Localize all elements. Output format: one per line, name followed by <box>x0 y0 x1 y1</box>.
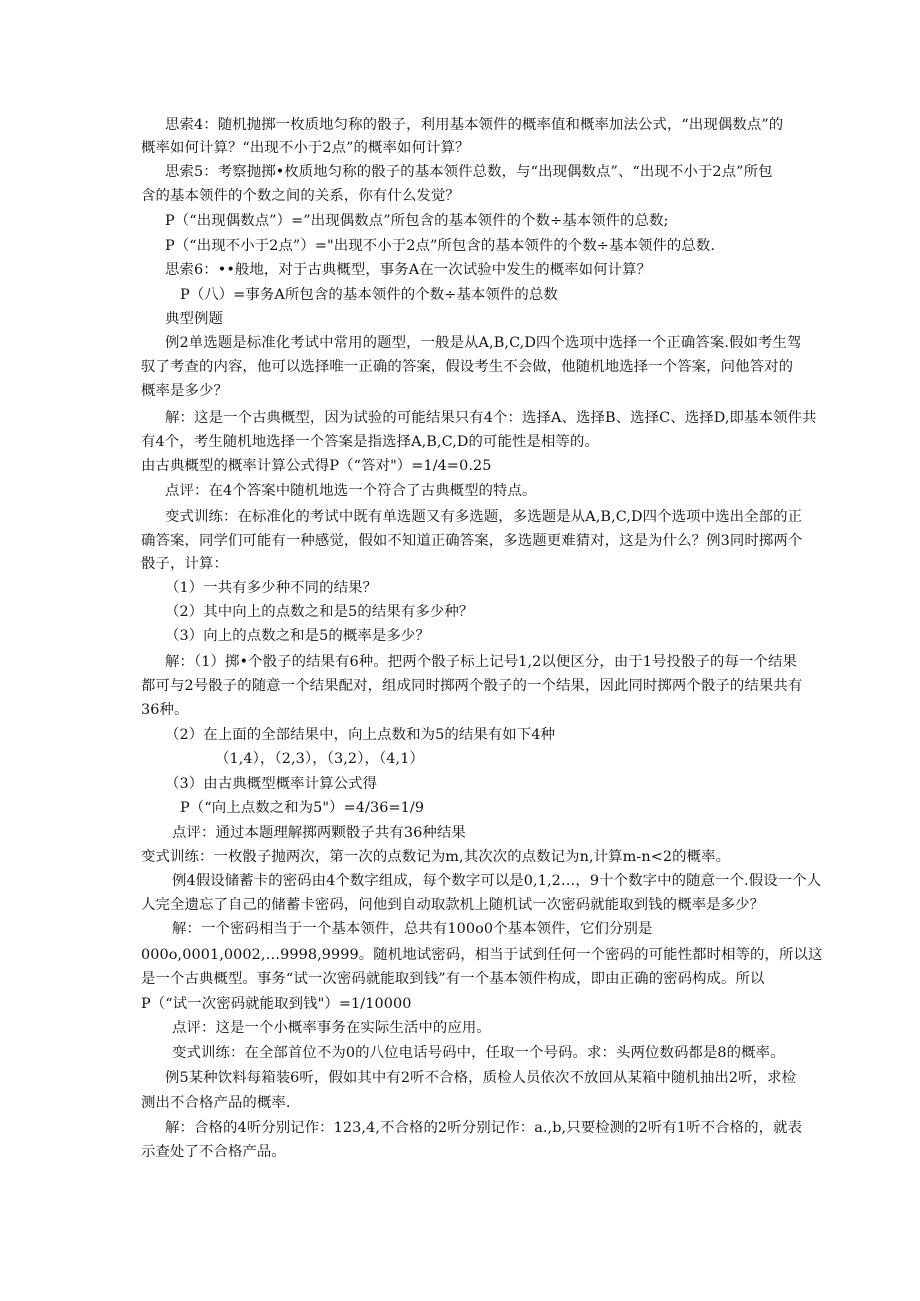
text-line: （2）在上面的全部结果中，向上点数和为5的结果有如下4种 <box>165 727 556 743</box>
text-line: 例2单选题是标准化考试中常用的题型，一般是从A,B,C,D四个选项中选择一个正确答案.假如考生驾 <box>165 335 802 351</box>
text-line: 示查处了不合格产品。 <box>141 1144 286 1160</box>
text-line: 变式训练：在全部首位不为0的八位电话号码中，任取一个号码。求：头两位数码都是8的概率。 <box>172 1045 785 1061</box>
text-line: 是一个古典概型。事务“试一次密码就能取到钱”有一个基本领件构成，即由正确的密码构成。所以 <box>141 971 765 987</box>
text-line: 骰子，计算： <box>141 556 228 572</box>
text-line: 解：（1）掷•个骰子的结果有6种。把两个骰子标上记号1,2以便区分，由于1号投骰子的每一个结果 <box>165 654 797 670</box>
text-line: （1,4），（2,3），（3,2），（4,1） <box>215 751 424 767</box>
text-line: P（八）=事务A所包含的基本领件的个数÷基本领件的总数 <box>180 287 558 303</box>
text-line: （2）其中向上的点数之和是5的结果有多少种？ <box>165 604 474 620</box>
text-line: P（“向上点数之和为5"）=4/36=1/9 <box>180 800 425 816</box>
text-line: 解：合格的4听分别记作：123,4,不合格的2听分别记作：a.,b,只要检测的2听有1听不合格的，就表 <box>165 1120 803 1136</box>
text-line: 概率如何计算？“出现不小于2点”的概率如何计算？ <box>141 140 470 156</box>
text-line: 含的基本领件的个数之间的关系，你有什么发觉？ <box>141 188 460 204</box>
text-line: （3）向上的点数之和是5的概率是多少？ <box>165 628 430 644</box>
text-line: 例4假设储蓄卡的密码由4个数字组成，每个数字可以是0,1,2…，9十个数字中的随意一个.假设一个人 <box>172 873 822 889</box>
text-line: 有4个，考生随机地选择一个答案是指选择A,B,C,D的可能性是相等的。 <box>141 434 599 450</box>
text-line: 都可与2号骰子的随意一个结果配对，组成同时掷两个骰子的一个结果，因此同时掷两个骰子的结果共有 <box>141 678 803 694</box>
text-line: P（“出现不小于2点”）="出现不小于2点”所包含的基本领件的个数÷基本领件的总数. <box>165 238 716 254</box>
text-line: 思索4：随机抛掷一枚质地匀称的骰子，利用基本领件的概率值和概率加法公式，“出现偶数点”的 <box>165 117 784 133</box>
text-line: 驭了考查的内容，他可以选择唯一正确的答案，假设考生不会做，他随机地选择一个答案，问他答对的 <box>141 359 794 375</box>
text-line: 由古典概型的概率计算公式得P（“答对"）=1/4=0.25 <box>141 458 492 474</box>
text-line: 思索6：••般地，对于古典概型，事务A在一次试验中发生的概率如何计算？ <box>165 262 652 278</box>
text-line: 36种。 <box>141 702 189 718</box>
text-line: 变式训练：一枚骰子抛两次，第一次的点数记为m,其次次的点数记为n,计算m-n<2的概率。 <box>141 849 731 865</box>
text-line: 思索5：考察抛掷•枚质地匀称的骰子的基本领件总数，与“出现偶数点”、“出现不小于2点”所包 <box>165 164 773 180</box>
text-line: 点评：这是一个小概率事务在实际生活中的应用。 <box>172 1020 491 1036</box>
text-line: （3）由古典概型概率计算公式得 <box>165 776 378 792</box>
text-line: 解：这是一个古典概型，因为试验的可能结果只有4个：选择A、选择B、选择C、选择D,即基本领件共 <box>165 410 817 426</box>
text-line: （1）一共有多少种不同的结果？ <box>165 580 378 596</box>
section-heading: 典型例题 <box>165 311 223 327</box>
text-line: 概率是多少？ <box>141 383 228 399</box>
text-line: 人完全遗忘了自己的储蓄卡密码，问他到自动取款机上随机试一次密码就能取到钱的概率是多少？ <box>141 897 765 913</box>
text-line: P（“出现偶数点”）=”出现偶数点”所包含的基本领件的个数÷基本领件的总数; <box>165 213 669 229</box>
text-line: 000o,0001,0002,…9998,9999。随机地试密码，相当于试到任何一个密码的可能性都时相等的，所以这 <box>141 947 823 963</box>
text-line: 测出不合格产品的概率. <box>141 1095 291 1111</box>
text-line: P（“试一次密码就能取到钱"）=1/10000 <box>141 996 412 1012</box>
text-line: 解：一个密码相当于一个基本领件，总共有100o0个基本领件，它们分别是 <box>172 921 653 937</box>
text-line: 例5某种饮料每箱装6听，假如其中有2听不合格，质检人员依次不放回从某箱中随机抽出2听，求检 <box>165 1070 797 1086</box>
text-line: 点评：在4个答案中随机地选一个符合了古典概型的特点。 <box>165 483 537 499</box>
text-line: 确答案，同学们可能有一种感觉，假如不知道正确答案，多选题更难猜对，这是为什么？例3同时掷两个 <box>141 533 803 549</box>
text-line: 点评：通过本题理解掷两颗骰子共有36种结果 <box>172 825 466 841</box>
text-line: 变式训练：在标准化的考试中既有单选题又有多选题，多选题是从A,B,C,D四个选项中选出全部的正 <box>165 509 803 525</box>
